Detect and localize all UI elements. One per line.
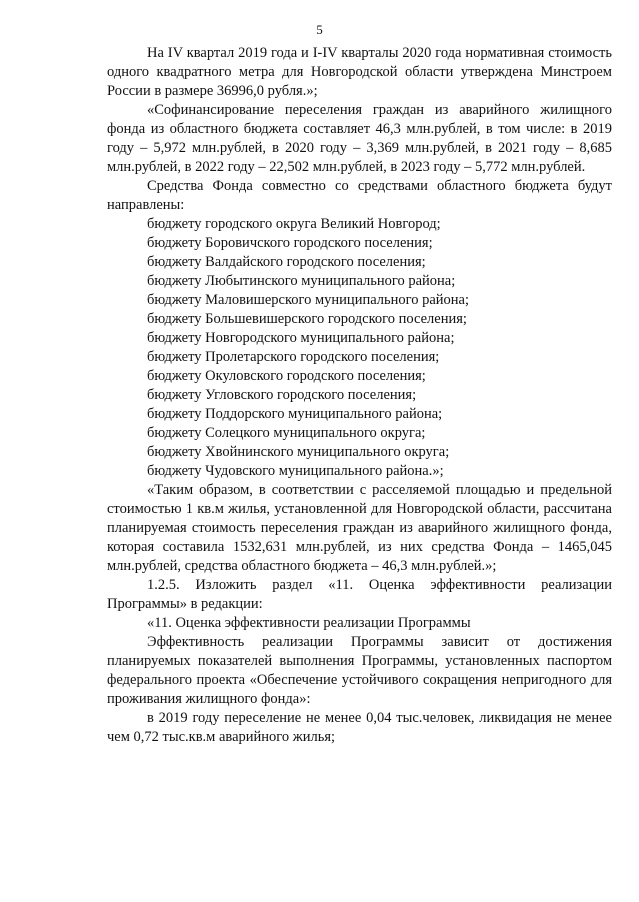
budget-list bbox=[107, 215, 612, 481]
list-item: бюджету Поддорского муниципального района; bbox=[147, 406, 443, 422]
paragraph-amendment: 1.2.5. Изложить раздел «11. Оценка эффективности реализации Программы» в редакции: bbox=[107, 577, 612, 612]
list-item: бюджету Валдайского городского поселения; bbox=[147, 254, 426, 270]
section-heading: «11. Оценка эффективности реализации Программы bbox=[147, 615, 471, 631]
list-item: бюджету Боровичского городского поселения; bbox=[147, 235, 433, 251]
list-item: бюджету Маловишерского муниципального района; bbox=[147, 292, 470, 308]
paragraph-2019-targets: в 2019 году переселение не менее 0,04 тыс.человек, ликвидация не менее чем 0,72 тыс.кв.м аварийного жилья; bbox=[107, 710, 612, 745]
list-item: бюджету Хвойнинского муниципального округа; bbox=[147, 444, 450, 460]
paragraph-cofinancing: «Софинансирование переселения граждан из аварийного жилищного фонда из областного бюджета составляет 46,3 млн.рублей, в том числе: в 2019 году – 5,972 млн.рублей, в 2020 году – 3,369 млн.рублей, в 2021 году – 8,685 млн.рублей, в 2022 году – 22,502 млн.рублей, в 2023 году – 5,772 млн.рублей. bbox=[107, 102, 612, 175]
list-item: бюджету Любытинского муниципального района; bbox=[147, 273, 456, 289]
paragraph-total-cost: «Таким образом, в соответствии с расселяемой площадью и предельной стоимостью 1 кв.м жилья, установленной для Новгородской области, рассчитана планируемая стоимость переселения граждан из аварийного жилищного фонда, которая составила 1532,631 млн.рублей, из них средства Фонда – 1465,045 млн.рублей, средства областного бюджета – 46,3 млн.рублей.»; bbox=[107, 482, 612, 574]
paragraph-funds-directed: Средства Фонда совместно со средствами областного бюджета будут направлены: bbox=[107, 178, 612, 213]
list-item: бюджету Угловского городского поселения; bbox=[147, 387, 417, 403]
list-item: бюджету Пролетарского городского поселения; bbox=[147, 349, 440, 365]
list-item: бюджету Окуловского городского поселения; bbox=[147, 368, 426, 384]
list-item: бюджету Чудовского муниципального района.»; bbox=[147, 463, 444, 479]
page-number: 5 bbox=[316, 22, 323, 37]
list-item: бюджету Новгородского муниципального района; bbox=[147, 330, 455, 346]
list-item: бюджету Большевишерского городского поселения; bbox=[147, 311, 467, 327]
list-item: бюджету Солецкого муниципального округа; bbox=[147, 425, 426, 441]
paragraph-effectiveness: Эффективность реализации Программы зависит от достижения планируемых показателей выполнения Программы, установленных паспортом федерального проекта «Обеспечение устойчивого сокращения непригодного для проживания жилищного фонда»: bbox=[107, 634, 612, 707]
list-item: бюджету городского округа Великий Новгород; bbox=[147, 216, 441, 232]
paragraph-norm-cost: На IV квартал 2019 года и I-IV кварталы 2020 года нормативная стоимость одного квадратного метра для Новгородской области утверждена Минстроем России в размере 36996,0 рубля.»; bbox=[107, 45, 612, 99]
document-body bbox=[107, 44, 612, 747]
